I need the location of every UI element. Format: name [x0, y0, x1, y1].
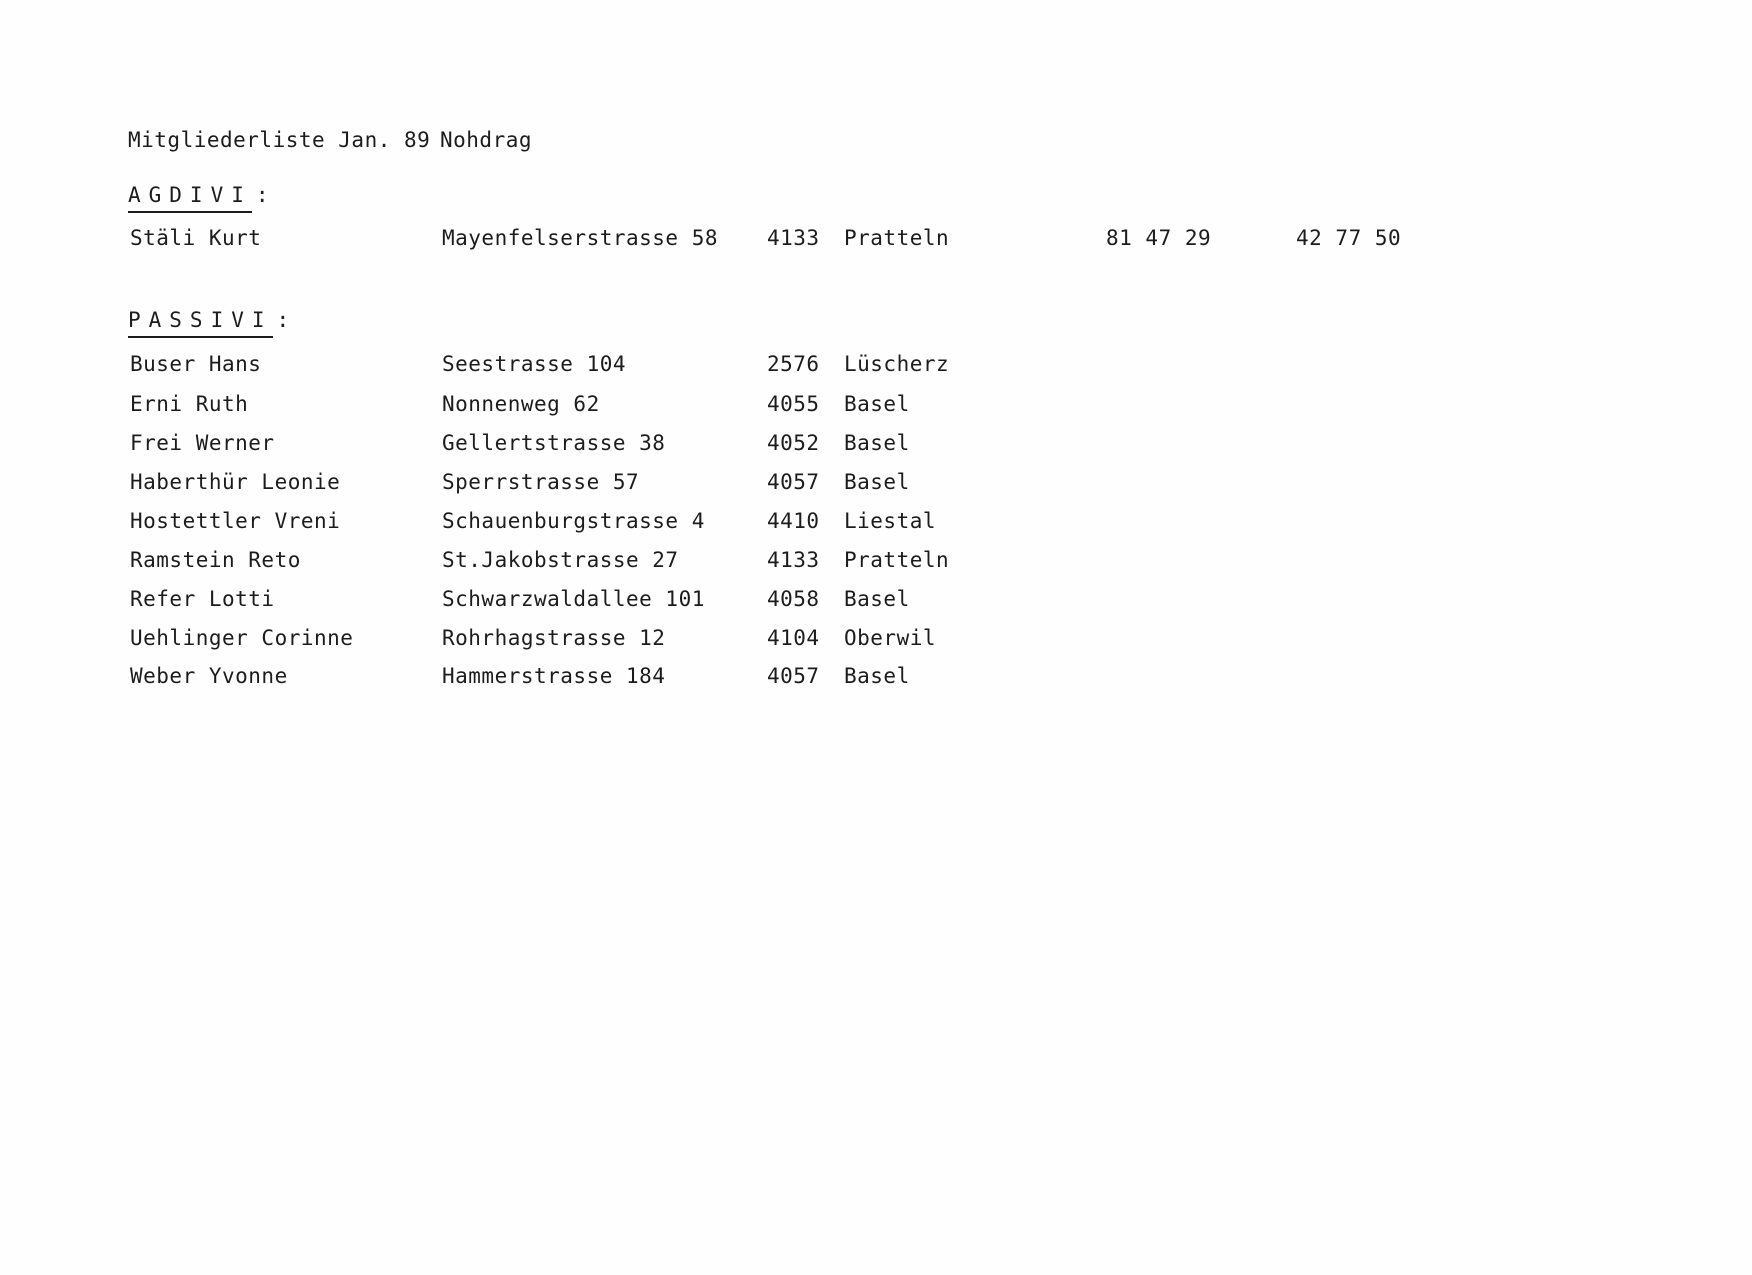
member-street: Schwarzwaldallee 101	[442, 587, 705, 611]
document-title	[128, 128, 533, 152]
member-zip: 4057	[767, 470, 820, 494]
member-row	[0, 548, 1752, 574]
title-suffix: Nohdrag	[440, 128, 533, 152]
member-zip: 4133	[767, 226, 820, 250]
heading-passiv-text: PASSIVI	[128, 308, 273, 338]
member-city: Basel	[844, 392, 910, 416]
member-zip: 4058	[767, 587, 820, 611]
member-name: Refer Lotti	[130, 587, 275, 611]
section-heading-aktiv	[128, 183, 269, 215]
member-city: Pratteln	[844, 226, 950, 250]
member-city: Basel	[844, 587, 910, 611]
member-name: Haberthür Leonie	[130, 470, 341, 494]
member-city: Basel	[844, 664, 910, 688]
member-name: Buser Hans	[130, 352, 262, 376]
member-name: Erni Ruth	[130, 392, 249, 416]
member-row	[0, 587, 1752, 613]
member-street: Hammerstrasse 184	[442, 664, 666, 688]
member-city: Pratteln	[844, 548, 950, 572]
member-city: Basel	[844, 431, 910, 455]
member-row	[0, 392, 1752, 418]
member-row	[0, 431, 1752, 457]
member-street: Mayenfelserstrasse 58	[442, 226, 719, 250]
member-row	[0, 226, 1752, 252]
member-name: Uehlinger Corinne	[130, 626, 354, 650]
member-zip: 4052	[767, 431, 820, 455]
member-row	[0, 352, 1752, 378]
member-street: Rohrhagstrasse 12	[442, 626, 666, 650]
member-street: St.Jakobstrasse 27	[442, 548, 679, 572]
member-zip: 4104	[767, 626, 820, 650]
member-city: Basel	[844, 470, 910, 494]
member-zip: 4410	[767, 509, 820, 533]
section-heading-passiv	[128, 308, 289, 340]
member-street: Schauenburgstrasse 4	[442, 509, 705, 533]
member-name: Ramstein Reto	[130, 548, 301, 572]
member-name: Frei Werner	[130, 431, 275, 455]
member-city: Oberwil	[844, 626, 937, 650]
heading-aktiv-colon: :	[255, 183, 269, 207]
member-street: Nonnenweg 62	[442, 392, 600, 416]
member-name: Weber Yvonne	[130, 664, 288, 688]
heading-aktiv-text: AGDIVI	[128, 183, 252, 213]
member-row	[0, 664, 1752, 690]
member-street: Gellertstrasse 38	[442, 431, 666, 455]
member-name: Hostettler Vreni	[130, 509, 341, 533]
member-zip: 4133	[767, 548, 820, 572]
member-row	[0, 509, 1752, 535]
title-text: Mitgliederliste Jan. 89	[128, 128, 431, 152]
member-city: Liestal	[844, 509, 937, 533]
member-phone-1: 81 47 29	[1106, 226, 1212, 250]
member-zip: 4055	[767, 392, 820, 416]
member-zip: 4057	[767, 664, 820, 688]
member-city: Lüscherz	[844, 352, 950, 376]
member-street: Seestrasse 104	[442, 352, 627, 376]
member-name: Stäli Kurt	[130, 226, 262, 250]
member-zip: 2576	[767, 352, 820, 376]
heading-passiv-colon: :	[276, 308, 290, 332]
member-row	[0, 470, 1752, 496]
member-street: Sperrstrasse 57	[442, 470, 640, 494]
member-phone-2: 42 77 50	[1296, 226, 1402, 250]
member-row	[0, 626, 1752, 652]
